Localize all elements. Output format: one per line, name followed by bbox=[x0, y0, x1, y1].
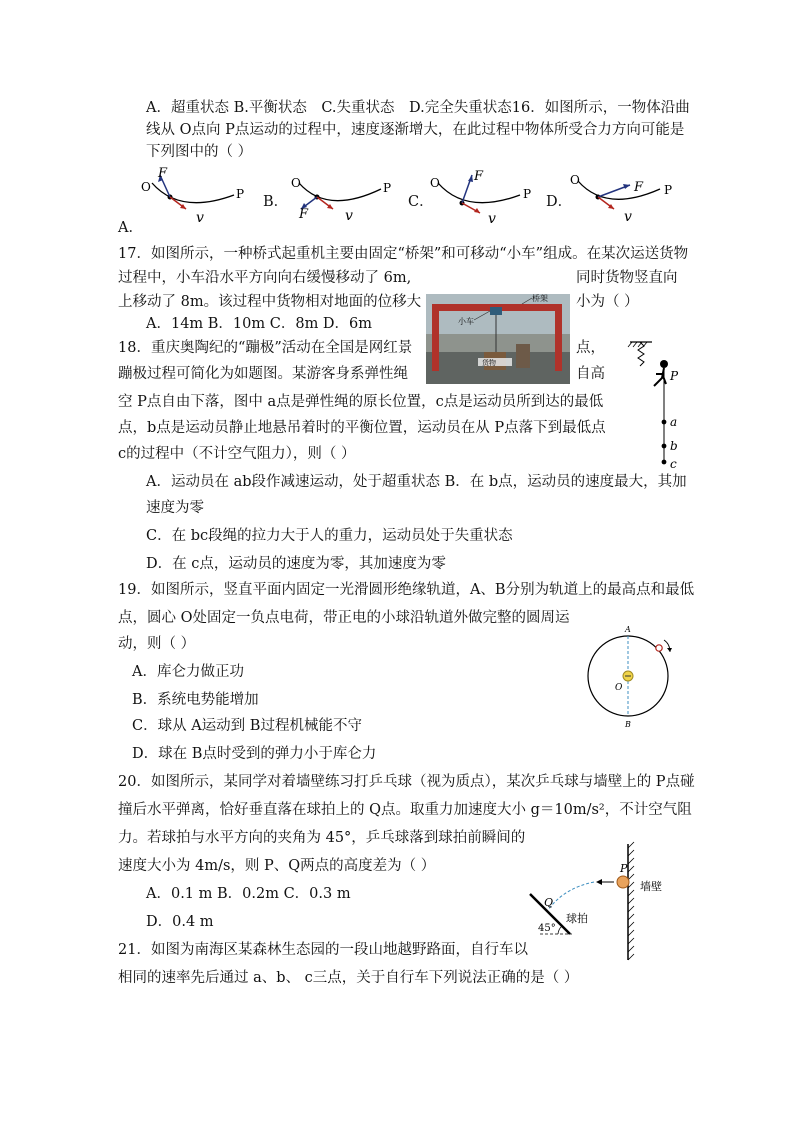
q16d-p-label: P bbox=[664, 183, 673, 197]
q21-line1: 21．如图为南海区某森林生态园的一段山地越野路面，自行车以 bbox=[118, 942, 528, 958]
q19-line2: 点，圆心 O处固定一负点电荷，带正电的小球沿轨道外做完整的圆周运 bbox=[118, 610, 570, 626]
q18-p-label: P bbox=[670, 369, 679, 383]
photo-cargo-label: 货物 bbox=[482, 359, 496, 367]
q16b-o-label: O bbox=[291, 176, 301, 190]
q16b-p-label: P bbox=[383, 181, 392, 195]
q16c-o-label: O bbox=[430, 176, 440, 190]
q19-option-c: C．球从 A运动到 B过程机械能不守 bbox=[132, 718, 362, 734]
q16c-p-label: P bbox=[523, 187, 532, 201]
q15-options: A．超重状态 B.平衡状态 C.失重状态 D.完全失重状态 bbox=[146, 100, 512, 116]
q19-option-a: A．库仑力做正功 bbox=[132, 664, 244, 680]
q20-wall-figure bbox=[524, 838, 680, 966]
q16b-v-label: v bbox=[345, 208, 353, 224]
q20-line3: 力。若球拍与水平方向的夹角为 45°，乒乓球落到球拍前瞬间的 bbox=[118, 830, 526, 846]
q18-option-a-line1: A．运动员在 ab段作减速运动，处于超重状态 B．在 b点，运动员的速度最大，其加 bbox=[146, 474, 687, 490]
crane-photo bbox=[426, 294, 570, 384]
photo-car-label: 小车 bbox=[458, 317, 474, 326]
q19-circle-figure bbox=[582, 624, 682, 732]
q18-option-d: D．在 c点，运动员的速度为零，其加速度为零 bbox=[146, 556, 446, 572]
q16c-v-label: v bbox=[488, 211, 496, 225]
q18-line1b: 点， bbox=[576, 340, 605, 356]
q19-line3: 动，则（ ） bbox=[118, 636, 196, 652]
q16-figure-c bbox=[428, 165, 540, 225]
q16-option-c: C． bbox=[408, 194, 434, 210]
q20-wall-label: 墙壁 bbox=[640, 880, 662, 893]
q17-line2b: 同时货物竖直向 bbox=[576, 270, 678, 286]
q21-line2: 相同的速率先后通过 a、b、 c三点，关于自行车下列说法正确的是（ ） bbox=[118, 970, 579, 986]
q16d-o-label: O bbox=[570, 173, 580, 187]
q18-line2a: 蹦极过程可简化为如题图。某游客身系弹性绳 bbox=[118, 366, 408, 382]
q20-line1: 20．如图所示，某同学对着墙壁练习打乒乓球（视为质点），某次乒乓球与墙壁上的 P点碰 bbox=[118, 774, 695, 790]
q19-a-label: A bbox=[625, 625, 631, 634]
q20-line2: 撞后水平弹离，恰好垂直落在球拍上的 Q点。取重力加速度大小 g＝10m/s²，不计空气阻 bbox=[118, 802, 692, 818]
q16c-f-label: F bbox=[474, 169, 484, 184]
q20-option-d: D．0.4 m bbox=[146, 914, 214, 930]
q18-line2b: 自高 bbox=[576, 366, 605, 382]
q19-option-d: D．球在 B点时受到的弹力小于库仑力 bbox=[132, 746, 377, 762]
q20-p-label: P bbox=[620, 862, 628, 875]
q16-stem-line2: 线从 O点向 P点运动的过程中，速度逐渐增大，在此过程中物体所受合力方向可能是 bbox=[146, 122, 685, 138]
q18-line1a: 18．重庆奥陶纪的“蹦极”活动在全国是网红景 bbox=[118, 340, 413, 356]
q20-q-label: Q bbox=[544, 896, 554, 909]
q16b-f-label: F bbox=[299, 207, 309, 222]
q17-options: A．14m B．10m C．8m D．6m bbox=[146, 316, 373, 332]
q17-line1: 17．如图所示，一种桥式起重机主要由固定“桥架”和可移动“小车”组成。在某次运送货物 bbox=[118, 246, 689, 262]
q20-line4: 速度大小为 4m/s，则 P、Q两点的高度差为（ ） bbox=[118, 858, 436, 874]
q19-line1: 19．如图所示，竖直平面内固定一光滑圆形绝缘轨道，A、B分别为轨道上的最高点和最低 bbox=[118, 582, 695, 598]
q16a-o-label: O bbox=[141, 180, 151, 194]
q16-stem-line3: 下列图中的（ ） bbox=[146, 144, 253, 160]
q19-option-b: B．系统电势能增加 bbox=[132, 692, 259, 708]
q18-line5: c的过程中（不计空气阻力），则（ ） bbox=[118, 446, 356, 462]
q16d-f-label: F bbox=[634, 180, 644, 195]
q16-figure-d bbox=[568, 165, 680, 225]
q20-paddle-label: 球拍 bbox=[566, 912, 588, 925]
q16-figure-a bbox=[140, 165, 252, 225]
q18-b-label: b bbox=[670, 439, 678, 453]
q18-option-c: C．在 bc段绳的拉力大于人的重力，运动员处于失重状态 bbox=[146, 528, 513, 544]
q16-stem-line1: 16．如图所示，一物体沿曲 bbox=[511, 100, 690, 116]
q16a-p-label: P bbox=[236, 187, 245, 201]
q19-b-label: B bbox=[625, 720, 631, 729]
q17-line3b: 小为（ ） bbox=[576, 294, 639, 310]
q20-options-abc: A．0.1 m B．0.2m C．0.3 m bbox=[146, 886, 351, 902]
q16d-v-label: v bbox=[624, 209, 632, 225]
q17-line3a: 上移动了 8m。该过程中货物相对地面的位移大 bbox=[118, 294, 422, 310]
q16a-v-label: v bbox=[196, 210, 204, 225]
q18-bungee-figure bbox=[622, 336, 682, 472]
q18-line4: 点，b点是运动员静止地悬吊着时的平衡位置，运动员在从 P点落下到最低点 bbox=[118, 420, 606, 436]
q16-option-a: A． bbox=[118, 220, 143, 236]
q16a-f-label: F bbox=[158, 166, 168, 181]
q17-line2a: 过程中，小车沿水平方向向右缓慢移动了 6m, bbox=[118, 270, 412, 286]
q18-option-a-line2: 速度为零 bbox=[146, 500, 204, 516]
q16-option-d: D． bbox=[546, 194, 573, 210]
q18-a-label: a bbox=[670, 415, 678, 429]
q16-figure-b bbox=[285, 165, 397, 225]
q18-line3: 空 P点自由下落，图中 a点是弹性绳的原长位置，c点是运动员所到达的最低 bbox=[118, 394, 604, 410]
q20-angle-label: 45° bbox=[538, 923, 556, 934]
q19-o-label: O bbox=[615, 683, 623, 693]
q18-c-label: c bbox=[670, 457, 677, 471]
q16-option-b: B． bbox=[263, 194, 289, 210]
photo-bridge-label: 桥架 bbox=[532, 294, 548, 303]
